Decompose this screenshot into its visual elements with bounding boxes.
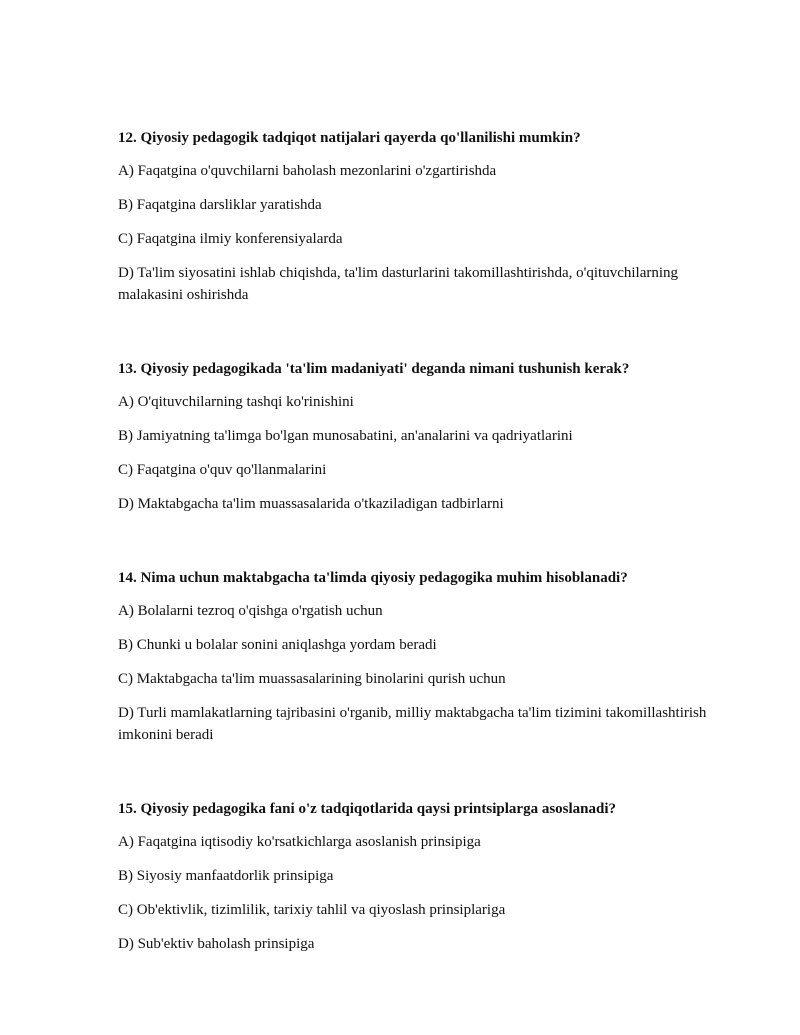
answer-option-b: B) Faqatgina darsliklar yaratishda bbox=[118, 197, 322, 213]
answer-option-b: B) Siyosiy manfaatdorlik prinsipiga bbox=[118, 868, 334, 884]
answer-option-a: A) O'qituvchilarning tashqi ko'rinishini bbox=[118, 394, 354, 410]
question-title: 14. Nima uchun maktabgacha ta'limda qiyosiy pedagogika muhim hisoblanadi? bbox=[118, 570, 628, 586]
answer-option-c: C) Faqatgina o'quv qo'llanmalarini bbox=[118, 462, 327, 478]
answer-option-c: C) Faqatgina ilmiy konferensiyalarda bbox=[118, 231, 343, 247]
answer-option-a: A) Faqatgina o'quvchilarni baholash mezonlarini o'zgartirishda bbox=[118, 163, 497, 179]
answer-option-a: A) Faqatgina iqtisodiy ko'rsatkichlarga asoslanish prinsipiga bbox=[118, 834, 481, 850]
answer-option-b: B) Chunki u bolalar sonini aniqlashga yordam beradi bbox=[118, 637, 437, 653]
question-title: 15. Qiyosiy pedagogika fani o'z tadqiqotlarida qaysi printsiplarga asoslanadi? bbox=[118, 801, 617, 817]
answer-option-d: D) Sub'ektiv baholash prinsipiga bbox=[118, 936, 315, 952]
answer-option-a: A) Bolalarni tezroq o'qishga o'rgatish uchun bbox=[118, 603, 383, 619]
answer-option-c: C) Maktabgacha ta'lim muassasalarining binolarini qurish uchun bbox=[118, 671, 506, 687]
question-title: 12. Qiyosiy pedagogik tadqiqot natijalari qayerda qo'llanilishi mumkin? bbox=[118, 130, 581, 146]
question-12 bbox=[118, 127, 738, 306]
document-page bbox=[118, 127, 738, 1007]
question-15 bbox=[118, 798, 738, 955]
answer-option-d: D) Turli mamlakatlarning tajribasini o'rganib, milliy maktabgacha ta'lim tizimini takomillashtirish imkonini beradi bbox=[118, 705, 707, 743]
answer-option-c: C) Ob'ektivlik, tizimlilik, tarixiy tahlil va qiyoslash prinsiplariga bbox=[118, 902, 506, 918]
question-title: 13. Qiyosiy pedagogikada 'ta'lim madaniyati' deganda nimani tushunish kerak? bbox=[118, 361, 630, 377]
question-13 bbox=[118, 358, 738, 515]
answer-option-b: B) Jamiyatning ta'limga bo'lgan munosabatini, an'analarini va qadriyatlarini bbox=[118, 428, 573, 444]
question-14 bbox=[118, 567, 738, 746]
answer-option-d: D) Maktabgacha ta'lim muassasalarida o'tkaziladigan tadbirlarni bbox=[118, 496, 504, 512]
answer-option-d: D) Ta'lim siyosatini ishlab chiqishda, ta'lim dasturlarini takomillashtirishda, o'qituvchilarning malakasini oshirishda bbox=[118, 265, 679, 303]
